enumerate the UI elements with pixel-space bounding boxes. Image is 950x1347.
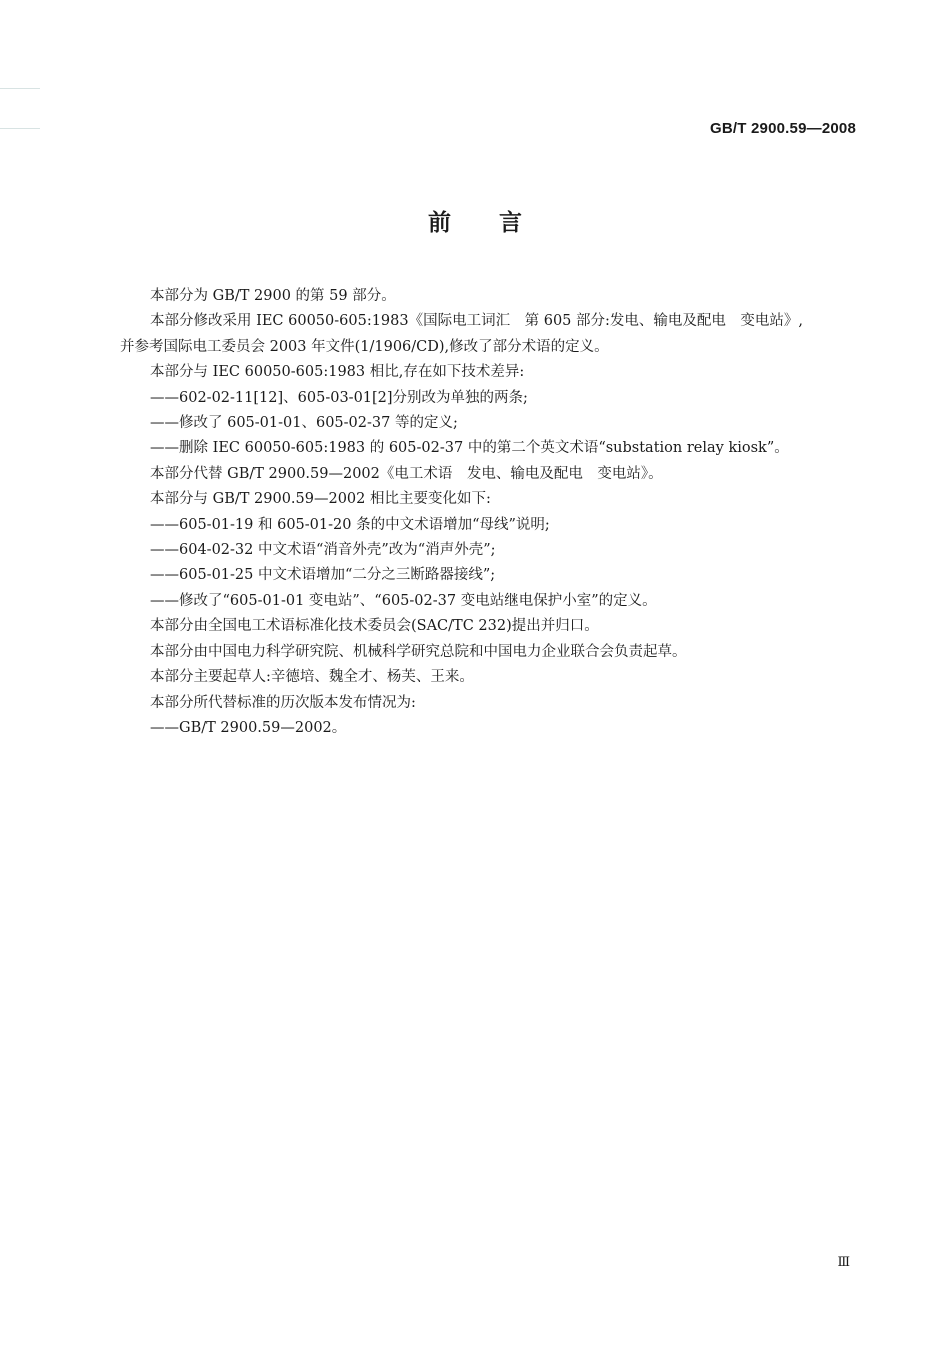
paragraph: 本部分与 IEC 60050-605:1983 相比,存在如下技术差异: (150, 364, 525, 381)
paragraph: 本部分由全国电工术语标准化技术委员会(SAC/TC 232)提出并归口。 (150, 618, 599, 635)
dash-list-item: ——605-01-25 中文术语增加“二分之三断路器接线”; (150, 567, 496, 584)
paragraph: 本部分修改采用 IEC 60050-605:1983《国际电工词汇 第 605 部分:发电、输电及配电 变电站》, (150, 313, 803, 330)
standard-code-header: GB/T 2900.59—2008 (710, 120, 856, 137)
dash-list-item: ——605-01-19 和 605-01-20 条的中文术语增加“母线”说明; (150, 516, 550, 533)
paragraph: 本部分由中国电力科学研究院、机械科学研究总院和中国电力企业联合会负责起草。 (150, 643, 687, 660)
paragraph: 本部分所代替标准的历次版本发布情况为: (150, 694, 416, 711)
paragraph: 本部分主要起草人:辛德培、魏全才、杨芙、王来。 (150, 669, 474, 686)
page-title: 前言 (428, 210, 570, 236)
dash-list-item: ——GB/T 2900.59—2002。 (150, 719, 347, 736)
dash-list-item: ——修改了 605-01-01、605-02-37 等的定义; (150, 415, 458, 432)
page-number: Ⅲ (837, 1255, 850, 1270)
dash-list-item: ——602-02-11[12]、605-03-01[2]分别改为单独的两条; (150, 389, 528, 406)
dash-list-item: ——修改了“605-01-01 变电站”、“605-02-37 变电站继电保护小室”的定义。 (150, 592, 657, 609)
scan-edge-mark (0, 88, 40, 89)
paragraph: 本部分代替 GB/T 2900.59—2002《电工术语 发电、输电及配电 变电站》。 (150, 465, 663, 482)
paragraph-continuation: 并参考国际电工委员会 2003 年文件(1/1906/CD),修改了部分术语的定义。 (120, 338, 609, 355)
scan-edge-mark (0, 128, 40, 129)
paragraph: 本部分为 GB/T 2900 的第 59 部分。 (150, 288, 396, 304)
dash-list-item: ——604-02-32 中文术语“消音外壳”改为“消声外壳”; (150, 542, 496, 559)
paragraph: 本部分与 GB/T 2900.59—2002 相比主要变化如下: (150, 491, 491, 508)
foreword-body (120, 284, 860, 741)
dash-list-item: ——删除 IEC 60050-605:1983 的 605-02-37 中的第二个英文术语“substation relay kiosk”。 (150, 440, 789, 457)
